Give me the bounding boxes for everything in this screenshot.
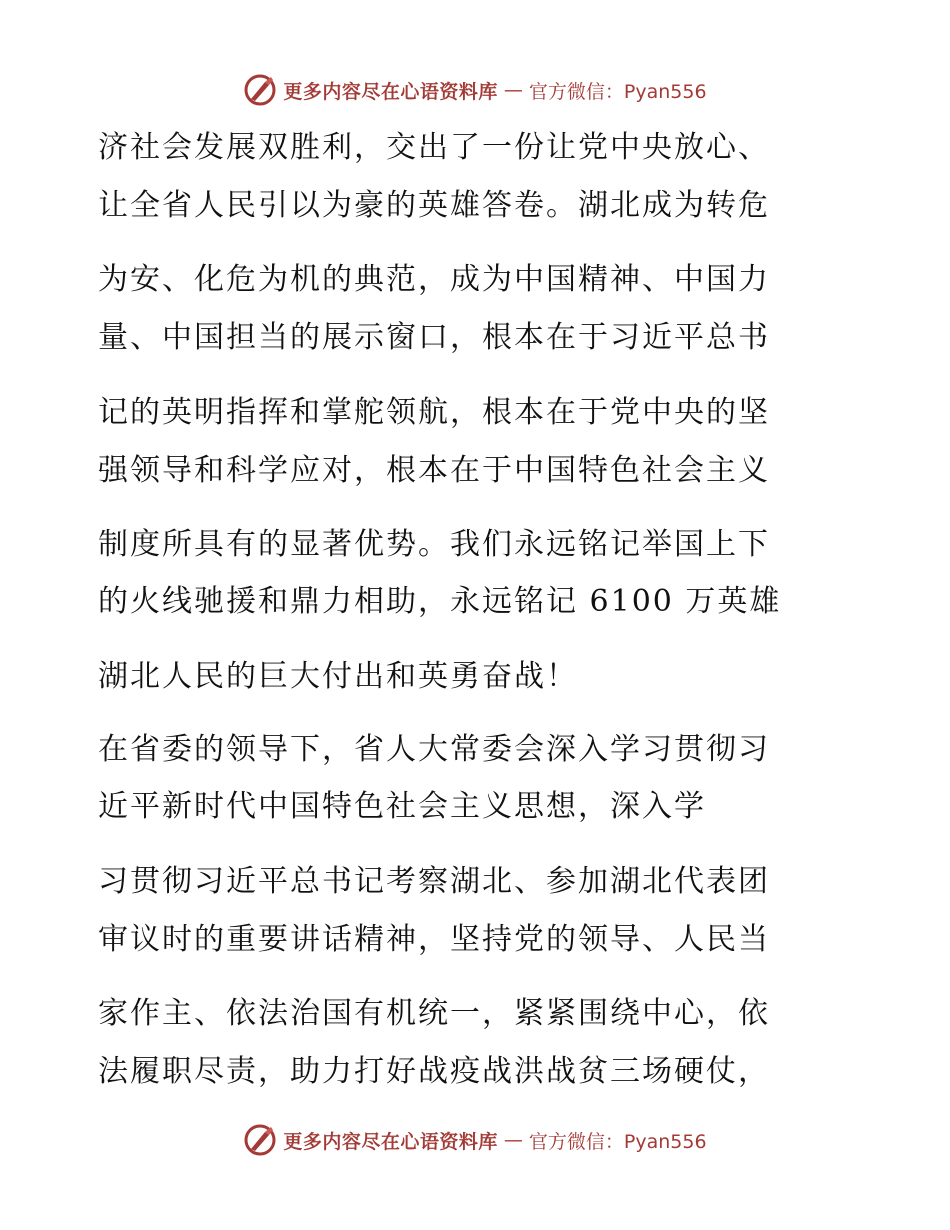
body-line: 让全省人民引以为豪的英雄答卷。湖北成为转危: [98, 188, 770, 223]
header-watermark: [0, 70, 950, 110]
body-line: 在省委的领导下，省人大常委会深入学习贯彻习: [98, 732, 770, 767]
body-line: 强领导和科学应对，根本在于中国特色社会主义: [98, 453, 770, 488]
body-line: 济社会发展双胜利，交出了一份让党中央放心、: [98, 130, 770, 165]
body-line: 审议时的重要讲话精神，坚持党的领导、人民当: [98, 922, 770, 957]
quill-pen-logo-icon: [243, 73, 277, 107]
watermark-contact: 官方微信：Pyan556: [528, 1130, 707, 1153]
watermark-text: 更多内容尽在心语资料库: [283, 80, 498, 103]
body-line: 湖北人民的巨大付出和英勇奋战！: [98, 659, 578, 694]
body-line: 记的英明指挥和掌舵领航，根本在于党中央的坚: [98, 395, 770, 430]
watermark-text: 更多内容尽在心语资料库: [283, 1130, 498, 1153]
watermark-separator: —: [503, 79, 523, 101]
watermark-separator: —: [503, 1129, 523, 1151]
body-line: 家作主、依法治国有机统一，紧紧围绕中心，依: [98, 996, 770, 1031]
body-line: 近平新时代中国特色社会主义思想，深入学: [98, 789, 706, 824]
quill-pen-logo-icon: [243, 1123, 277, 1157]
body-line: 量、中国担当的展示窗口，根本在于习近平总书: [98, 320, 770, 355]
footer-watermark: [0, 1120, 950, 1160]
body-line: 法履职尽责，助力打好战疫战洪战贫三场硬仗，: [98, 1054, 770, 1089]
body-line: 习贯彻习近平总书记考察湖北、参加湖北代表团: [98, 864, 770, 899]
body-line: 的火线驰援和鼎力相助，永远铭记 6100 万英雄: [98, 584, 782, 619]
body-line: 为安、化危为机的典范，成为中国精神、中国力: [98, 262, 770, 297]
body-line: 制度所具有的显著优势。我们永远铭记举国上下: [98, 527, 770, 562]
watermark-contact: 官方微信：Pyan556: [528, 80, 707, 103]
